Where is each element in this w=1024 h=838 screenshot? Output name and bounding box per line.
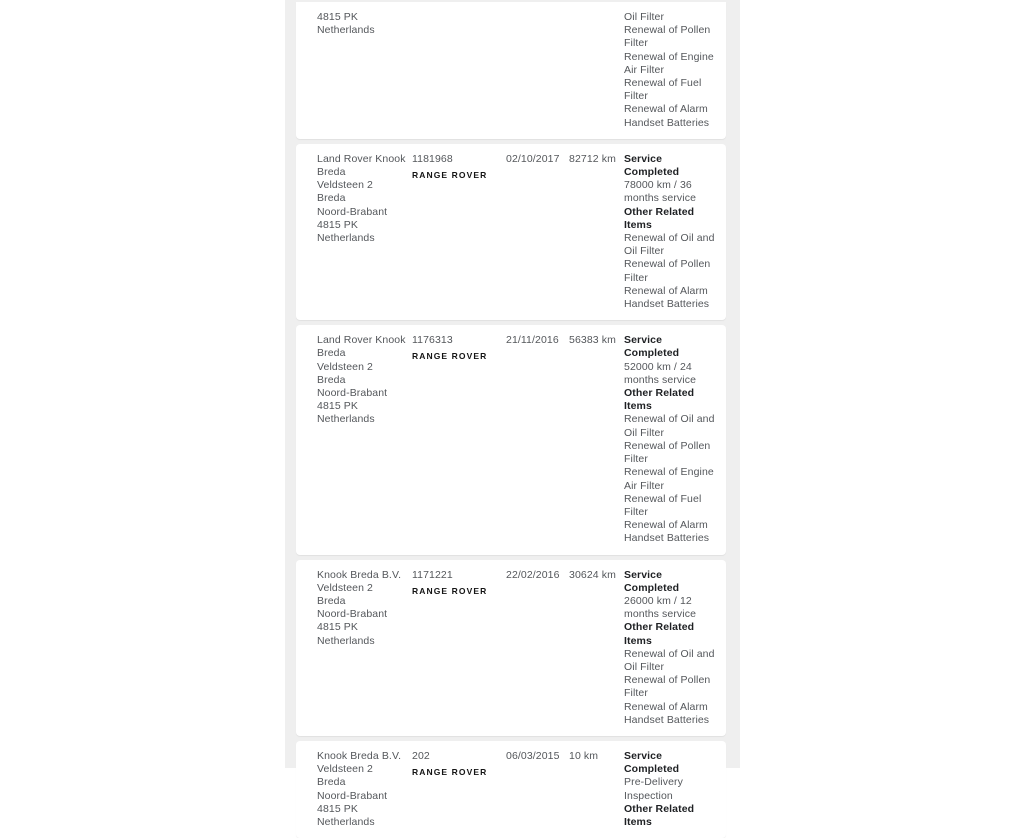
record-date: 22/02/2016 <box>506 568 560 581</box>
dealer-address-line: Breda <box>317 373 346 386</box>
dealer-address-line: Noord-Brabant <box>317 789 388 802</box>
record-ref: 1181968 <box>412 152 453 165</box>
service-item: Renewal of Pollen Filter <box>624 674 711 700</box>
dealer-address-line: Noord-Brabant <box>317 387 388 400</box>
dealer-address <box>317 569 412 727</box>
service-item: Renewal of Fuel Filter <box>624 492 702 518</box>
service-item: Renewal of Oil and Oil Filter <box>624 647 715 673</box>
record-ref-column <box>412 334 506 545</box>
service-status-detail: 52000 km / 24 months service <box>624 360 697 386</box>
service-history-panel <box>285 0 740 828</box>
service-item: Renewal of Alarm Handset Batteries <box>624 103 710 129</box>
record-mileage: 82712 km <box>569 152 616 165</box>
dealer-address-line: Breda <box>317 192 346 205</box>
service-item: Renewal of Alarm Handset Batteries <box>624 700 710 726</box>
service-status: Service Completed <box>624 334 680 360</box>
range-rover-logo: RANGE ROVER <box>412 351 488 362</box>
dealer-address-line: Netherlands <box>317 634 375 647</box>
dealer-address-line: Noord-Brabant <box>317 608 388 621</box>
service-item: Renewal of Pollen Filter <box>624 258 711 284</box>
service-record-card <box>296 2 726 139</box>
service-status-detail: Pre-Delivery Inspection <box>624 776 683 802</box>
service-item: Renewal of Alarm Handset Batteries <box>624 519 710 545</box>
record-ref-column <box>412 750 506 829</box>
dealer-address-line: Breda <box>317 594 346 607</box>
dealer-address <box>317 334 412 545</box>
service-status: Service Completed <box>624 152 680 179</box>
dealer-address <box>317 153 412 311</box>
dealer-name: Knook Breda B.V. <box>317 568 402 581</box>
service-status-detail: 78000 km / 36 months service <box>624 179 697 205</box>
service-details <box>624 750 720 829</box>
service-record-card <box>296 325 726 554</box>
service-status-detail: 26000 km / 12 months service <box>624 594 697 621</box>
service-item: Renewal of Engine Air Filter <box>624 50 714 76</box>
record-mileage: 30624 km <box>569 568 616 581</box>
service-status: Service Completed <box>624 568 680 594</box>
range-rover-logo: RANGE ROVER <box>412 585 488 596</box>
dealer-name: Land Rover Knook Breda <box>317 152 406 179</box>
record-mileage: 10 km <box>569 749 599 762</box>
record-date-column <box>506 11 569 130</box>
dealer-address-line: Netherlands <box>317 413 375 426</box>
dealer-name: Land Rover Knook Breda <box>317 334 406 360</box>
record-ref: 1171221 <box>412 568 453 581</box>
record-ref: 202 <box>412 749 430 762</box>
service-item: Renewal of Fuel Filter <box>624 77 702 103</box>
record-date: 21/11/2016 <box>506 334 559 347</box>
related-items-heading: Other Related Items <box>624 387 695 413</box>
dealer-address-line: Veldsteen 2 <box>317 179 373 192</box>
dealer-address <box>317 750 412 829</box>
related-items-heading: Other Related Items <box>624 621 695 647</box>
record-date: 02/10/2017 <box>506 152 560 165</box>
dealer-address-line: Veldsteen 2 <box>317 763 373 776</box>
record-ref: 1176313 <box>412 334 453 347</box>
service-item: Renewal of Alarm Handset Batteries <box>624 284 710 311</box>
dealer-address-line: Veldsteen 2 <box>317 360 373 373</box>
service-item: Renewal of Engine Air Filter <box>624 466 714 492</box>
service-item: Renewal of Pollen Filter <box>624 439 711 466</box>
dealer-address-line: Netherlands <box>317 24 375 37</box>
service-record-card <box>296 560 726 736</box>
service-details <box>624 334 720 545</box>
service-item: Oil Filter <box>624 11 665 23</box>
dealer-address-line: 4815 PK <box>317 400 358 413</box>
record-ref-column <box>412 153 506 311</box>
record-ref-column <box>412 11 506 130</box>
dealer-address-line: 4815 PK <box>317 802 358 815</box>
service-status: Service Completed <box>624 749 680 776</box>
related-items-heading: Other Related Items <box>624 802 695 828</box>
dealer-address-line: 4815 PK <box>317 11 358 23</box>
service-details <box>624 569 720 727</box>
service-item: Renewal of Oil and Oil Filter <box>624 232 715 258</box>
service-details <box>624 153 720 311</box>
record-mileage-column <box>569 11 624 130</box>
dealer-address-line: Netherlands <box>317 815 375 828</box>
range-rover-logo: RANGE ROVER <box>412 170 488 181</box>
service-item: Renewal of Oil and Oil Filter <box>624 413 715 439</box>
record-date: 06/03/2015 <box>506 749 560 762</box>
service-item: Renewal of Pollen Filter <box>624 24 711 50</box>
dealer-address-line: 4815 PK <box>317 621 358 634</box>
dealer-name: Knook Breda B.V. <box>317 749 402 762</box>
range-rover-logo: RANGE ROVER <box>412 767 488 778</box>
service-record-card <box>296 741 726 838</box>
dealer-address-line: Veldsteen 2 <box>317 581 373 594</box>
record-mileage: 56383 km <box>569 334 616 347</box>
related-items-heading: Other Related Items <box>624 205 695 231</box>
dealer-address-line: Netherlands <box>317 232 375 245</box>
service-details <box>624 11 720 130</box>
record-ref-column <box>412 569 506 727</box>
dealer-address <box>317 11 412 130</box>
dealer-address-line: 4815 PK <box>317 218 358 231</box>
service-record-card <box>296 144 726 320</box>
dealer-address-line: Breda <box>317 776 346 789</box>
dealer-address-line: Noord-Brabant <box>317 205 388 218</box>
